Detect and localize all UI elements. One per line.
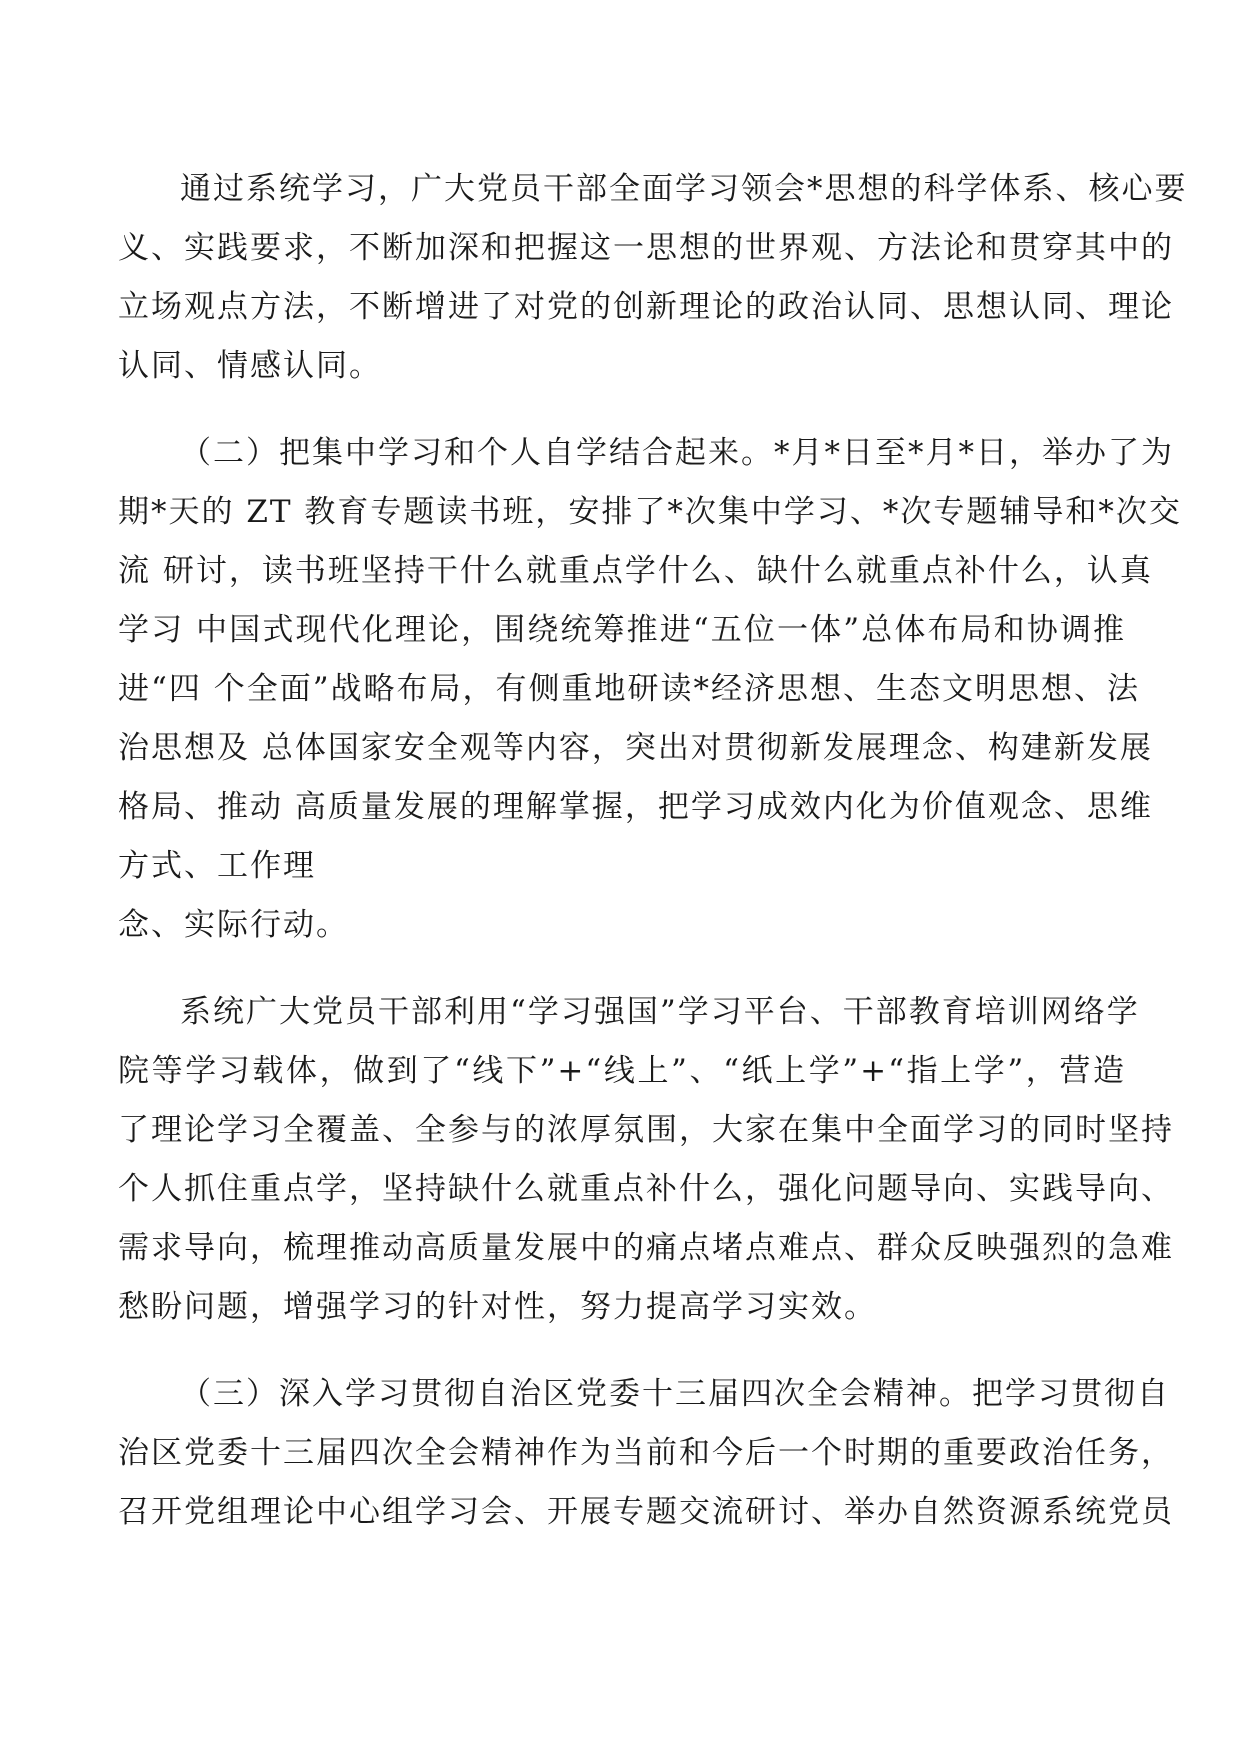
text-line: 治思想及 总体国家安全观等内容，突出对贯彻新发展理念、构建新发展 xyxy=(118,730,1153,766)
text-line: 愁盼问题，增强学习的针对性，努力提高学习实效。 xyxy=(118,1289,877,1325)
text-line: 方式、工作理 xyxy=(118,848,316,884)
text-line: 学习 中国式现代化理论，围绕统筹推进“五位一体”总体布局和协调推 xyxy=(118,612,1126,648)
text-line: 义、实践要求，不断加深和把握这一思想的世界观、方法论和贯穿其中的 xyxy=(118,230,1174,266)
text-line: （二）把集中学习和个人自学结合起来。*月*日至*月*日，举办了为 xyxy=(180,435,1174,471)
text-line: 系统广大党员干部利用“学习强国”学习平台、干部教育培训网络学 xyxy=(180,994,1140,1030)
text-line: 流 研讨，读书班坚持干什么就重点学什么、缺什么就重点补什么，认真 xyxy=(118,553,1153,589)
paragraph-section-two xyxy=(118,424,1182,955)
text-line: 认同、情感认同。 xyxy=(118,348,382,384)
text-line: 治区党委十三届四次全会精神作为当前和今后一个时期的重要政治任务， xyxy=(118,1435,1174,1471)
paragraph-online-learning xyxy=(118,983,1174,1337)
paragraph-study-outcome xyxy=(118,160,1188,396)
text-line: 念、实际行动。 xyxy=(118,907,349,943)
text-line: 通过系统学习，广大党员干部全面学习领会*思想的科学体系、核心要 xyxy=(180,171,1188,207)
text-line: 了理论学习全覆盖、全参与的浓厚氛围，大家在集中全面学习的同时坚持 xyxy=(118,1112,1174,1148)
text-line: 需求导向，梳理推动高质量发展中的痛点堵点难点、群众反映强烈的急难 xyxy=(118,1230,1174,1266)
text-line: 进“四 个全面”战略布局，有侧重地研读*经济思想、生态文明思想、法 xyxy=(118,671,1141,707)
text-line: 院等学习载体，做到了“线下”+“线上”、“纸上学”+“指上学”，营造 xyxy=(118,1053,1126,1089)
document-body xyxy=(118,160,1188,1570)
text-line: 召开党组理论中心组学习会、开展专题交流研讨、举办自然资源系统党员 xyxy=(118,1494,1174,1530)
text-line: 期*天的 ZT 教育专题读书班，安排了*次集中学习、*次专题辅导和*次交 xyxy=(118,494,1182,530)
text-line: 个人抓住重点学，坚持缺什么就重点补什么，强化问题导向、实践导向、 xyxy=(118,1171,1174,1207)
text-line: 立场观点方法，不断增进了对党的创新理论的政治认同、思想认同、理论 xyxy=(118,289,1174,325)
paragraph-section-three xyxy=(118,1365,1174,1542)
text-line: 格局、推动 高质量发展的理解掌握，把学习成效内化为价值观念、思维 xyxy=(118,789,1153,825)
text-line: （三）深入学习贯彻自治区党委十三届四次全会精神。把学习贯彻自 xyxy=(180,1376,1170,1412)
